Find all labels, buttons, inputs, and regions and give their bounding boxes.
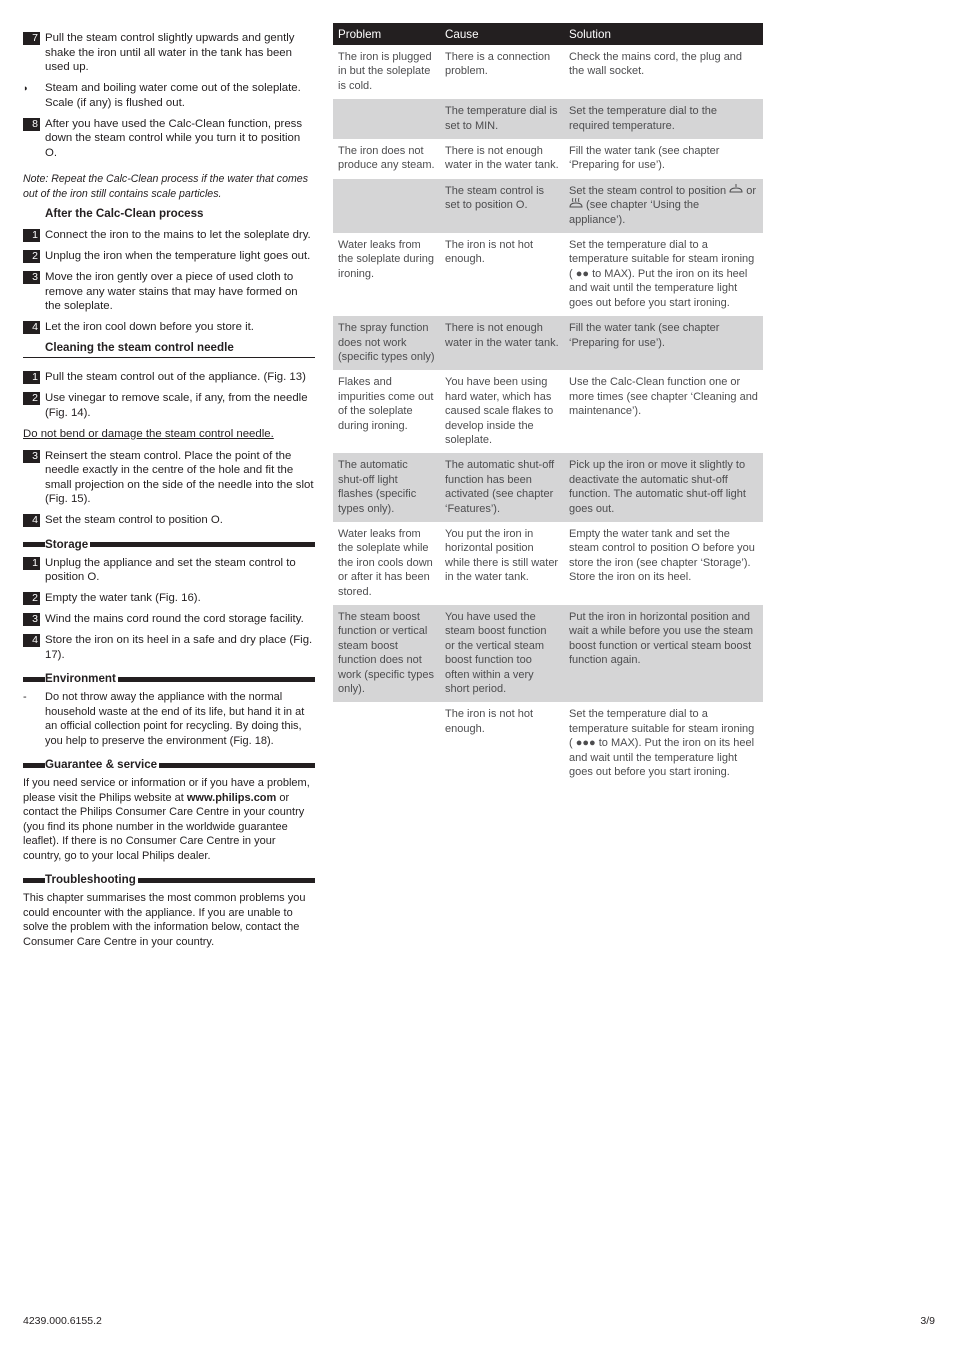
step-text: Wind the mains cord round the cord storage facility. <box>45 613 304 625</box>
step-text: Steam and boiling water come out of the soleplate. Scale (if any) is flushed out. <box>45 82 301 109</box>
warning: Do not bend or damage the steam control needle. <box>23 427 274 440</box>
solution-text: or <box>743 184 757 197</box>
solution-text: Set the steam control to position <box>569 184 730 197</box>
step-number: 2 <box>23 392 40 405</box>
table-row <box>333 702 763 785</box>
section-bar <box>23 542 45 547</box>
solution-cell: Empty the water tank and set the steam control to position O before you store the iron (see chapter ‘Storage’). Store the iron on its heel. <box>569 527 755 584</box>
problem-cell: The iron does not produce any steam. <box>338 145 435 172</box>
subsection-title: After the Calc-Clean process <box>45 207 204 220</box>
cause-cell: You have been using hard water, which has caused scale flakes to develop inside the soleplate. <box>445 376 554 446</box>
step-number: 4 <box>23 514 40 527</box>
step-number: 3 <box>23 271 40 284</box>
step-number: 2 <box>23 592 40 605</box>
section-bar <box>90 542 315 547</box>
step <box>23 556 315 585</box>
document-code: 4239.000.6155.2 <box>23 1315 102 1327</box>
page-number: 3/9 <box>920 1315 935 1327</box>
step <box>23 449 315 507</box>
solution-cell: Set the temperature dial to a temperature suitable for steam ironing ( ●●● to MAX). Put the iron on its heel and wait until the temperature light goes out before you start ironing. <box>569 708 755 779</box>
problem-cell: Water leaks from the soleplate during ironing. <box>338 239 435 280</box>
cause-cell: The iron is not hot enough. <box>445 708 534 735</box>
subsection-title: Cleaning the steam control needle <box>23 341 315 358</box>
column-header-solution: Solution <box>564 23 763 45</box>
steam-icon <box>569 198 583 212</box>
solution-cell: Set the temperature dial to a temperature suitable for steam ironing ( ●● to MAX). Put the iron on its heel and wait until the temperature light goes out before you start ironing. <box>569 239 755 309</box>
section-bar <box>138 878 315 883</box>
problem-cell: The spray function does not work (specific types only) <box>333 316 440 370</box>
step <box>23 370 315 385</box>
step-number: 3 <box>23 450 40 463</box>
section-bar <box>118 677 315 682</box>
guarantee-paragraph <box>23 776 315 863</box>
table-row <box>333 233 763 316</box>
step <box>23 249 315 264</box>
cause-cell: There is a connection problem. <box>445 51 551 78</box>
step-number: 2 <box>23 250 40 263</box>
cause-cell: The automatic shut-off function has been activated (see chapter ‘Features’). <box>440 453 564 522</box>
cause-cell: There is not enough water in the water tank. <box>445 145 559 172</box>
solution-cell: Set the temperature dial to the required temperature. <box>564 99 763 139</box>
step-result <box>23 81 315 110</box>
step-text: After you have used the Calc-Clean function, press down the steam control while you turn it to position O. <box>45 117 303 159</box>
problem-cell <box>333 179 440 233</box>
list-item-text: Do not throw away the appliance with the normal household waste at the end of its life, but hand it in at an official collection point for recycling. By doing this, you help to preserve the environment (Fig. 18). <box>45 691 305 747</box>
cause-cell: The temperature dial is set to MIN. <box>440 99 564 139</box>
step-text: Empty the water tank (Fig. 16). <box>45 592 201 604</box>
step-text: Move the iron gently over a piece of used cloth to remove any water stains that may have formed on the soleplate. <box>45 271 298 312</box>
dash-marker: - <box>23 691 27 703</box>
step <box>23 228 315 243</box>
cause-cell: You have used the steam boost function or the vertical steam boost function too often within a very short period. <box>440 605 564 702</box>
solution-cell: Put the iron in horizontal position and wait a while before you use the steam boost function or vertical steam boost function again. <box>564 605 763 702</box>
section-bar <box>23 677 45 682</box>
troubleshooting-table <box>333 23 763 785</box>
table-header-row <box>333 23 763 45</box>
column-header-problem: Problem <box>333 23 440 45</box>
step <box>23 391 315 420</box>
cause-cell: The iron is not hot enough. <box>445 239 534 266</box>
bullet-icon: ◗ <box>23 83 29 93</box>
table-row <box>333 605 763 702</box>
step <box>23 513 315 528</box>
solution-cell: Check the mains cord, the plug and the wall socket. <box>569 51 743 78</box>
step-number: 3 <box>23 613 40 626</box>
section-bar <box>23 763 45 768</box>
table-row <box>333 453 763 522</box>
problem-cell: The steam boost function or vertical steam boost function does not work (specific types only). <box>333 605 440 702</box>
table-row <box>333 45 763 99</box>
problem-cell: The iron is plugged in but the soleplate is cold. <box>338 51 432 92</box>
solution-text: (see chapter ‘Using the appliance’). <box>569 199 700 226</box>
table-row <box>333 316 763 370</box>
step-number: 8 <box>23 118 40 131</box>
section-header <box>23 672 315 686</box>
cause-cell: There is not enough water in the water tank. <box>440 316 564 370</box>
section-header <box>23 758 315 772</box>
step-text: Set the steam control to position O. <box>45 514 223 526</box>
solution-cell: Fill the water tank (see chapter ‘Preparing for use’). <box>569 145 720 172</box>
step-text: Unplug the appliance and set the steam control to position O. <box>45 556 296 583</box>
step-text: Store the iron on its heel in a safe and dry place (Fig. 17). <box>45 634 313 661</box>
step <box>23 320 315 335</box>
table-row <box>333 522 763 605</box>
section-title: Environment <box>45 672 116 685</box>
step-text: Use vinegar to remove scale, if any, from the needle (Fig. 14). <box>45 392 308 419</box>
step-number: 4 <box>23 634 40 647</box>
section-title: Guarantee & service <box>45 758 158 771</box>
step-text: Pull the steam control slightly upwards and gently shake the iron until all water in the tank has been used up. <box>45 32 295 73</box>
table-row <box>333 139 763 179</box>
problem-cell: Water leaks from the soleplate while the iron cools down or after it has been stored. <box>338 527 433 598</box>
step <box>23 591 315 606</box>
section-bar <box>159 763 315 768</box>
step-7 <box>23 31 315 75</box>
problem-cell: Flakes and impurities come out of the soleplate during ironing. <box>338 376 434 432</box>
table-row <box>333 99 763 139</box>
step <box>23 612 315 627</box>
website-link[interactable]: www.philips.com <box>186 791 277 804</box>
step-8 <box>23 117 315 161</box>
column-header-cause: Cause <box>440 23 564 45</box>
drip-steam-icon <box>729 184 743 198</box>
troubleshooting-paragraph: This chapter summarises the most common problems you could encounter with the appliance. If you are unable to solve the problem with the information below, contact the Consumer Care Centre in your country. <box>23 892 306 948</box>
solution-cell: Fill the water tank (see chapter ‘Preparing for use’). <box>564 316 763 370</box>
table-row <box>333 370 763 453</box>
step-number: 4 <box>23 321 40 334</box>
cause-cell: You put the iron in horizontal position while there is still water in the water tank. <box>445 527 559 584</box>
section-bar <box>23 878 45 883</box>
section-header <box>23 538 315 552</box>
cause-cell: The steam control is set to position O. <box>440 179 564 233</box>
solution-cell <box>564 179 763 233</box>
step-text: Unplug the iron when the temperature light goes out. <box>45 250 311 262</box>
section-title: Storage <box>45 537 89 551</box>
step-number: 1 <box>23 557 40 570</box>
left-column <box>23 31 315 955</box>
solution-cell: Pick up the iron or move it slightly to deactivate the automatic shut-off function. The automatic shut-off light goes out. <box>564 453 763 522</box>
step-text: Reinsert the steam control. Place the point of the needle exactly in the centre of the hole and fit the small projection on the side of the needle into the slot (Fig. 15). <box>45 449 314 505</box>
list-item <box>23 690 315 748</box>
problem-cell <box>333 99 440 139</box>
paragraph-text: If you need service or information or if you have a problem, please visit the Philips website at <box>23 777 310 804</box>
table-row <box>333 179 763 233</box>
section-header <box>23 873 315 887</box>
section-title: Troubleshooting <box>45 873 136 886</box>
step <box>23 633 315 662</box>
step <box>23 270 315 314</box>
problem-cell <box>333 702 440 785</box>
step-text: Connect the iron to the mains to let the soleplate dry. <box>45 229 311 241</box>
paragraph-text: or contact the Philips Consumer Care Centre in your country (you find its phone number in the worldwide guarantee leaflet). If there is no Consumer Care Centre in your country, go to your local Philips dealer. <box>23 791 305 862</box>
step-number: 1 <box>23 371 40 384</box>
step-text: Pull the steam control out of the appliance. (Fig. 13) <box>45 371 306 383</box>
problem-cell: The automatic shut-off light flashes (specific types only). <box>333 453 440 522</box>
step-number: 7 <box>23 32 40 45</box>
step-text: Let the iron cool down before you store it. <box>45 321 254 333</box>
step-number: 1 <box>23 229 40 242</box>
solution-cell: Use the Calc-Clean function one or more times (see chapter ‘Cleaning and maintenance’). <box>569 376 758 418</box>
note: Note: Repeat the Calc-Clean process if the water that comes out of the iron still contains scale particles. <box>23 173 308 200</box>
